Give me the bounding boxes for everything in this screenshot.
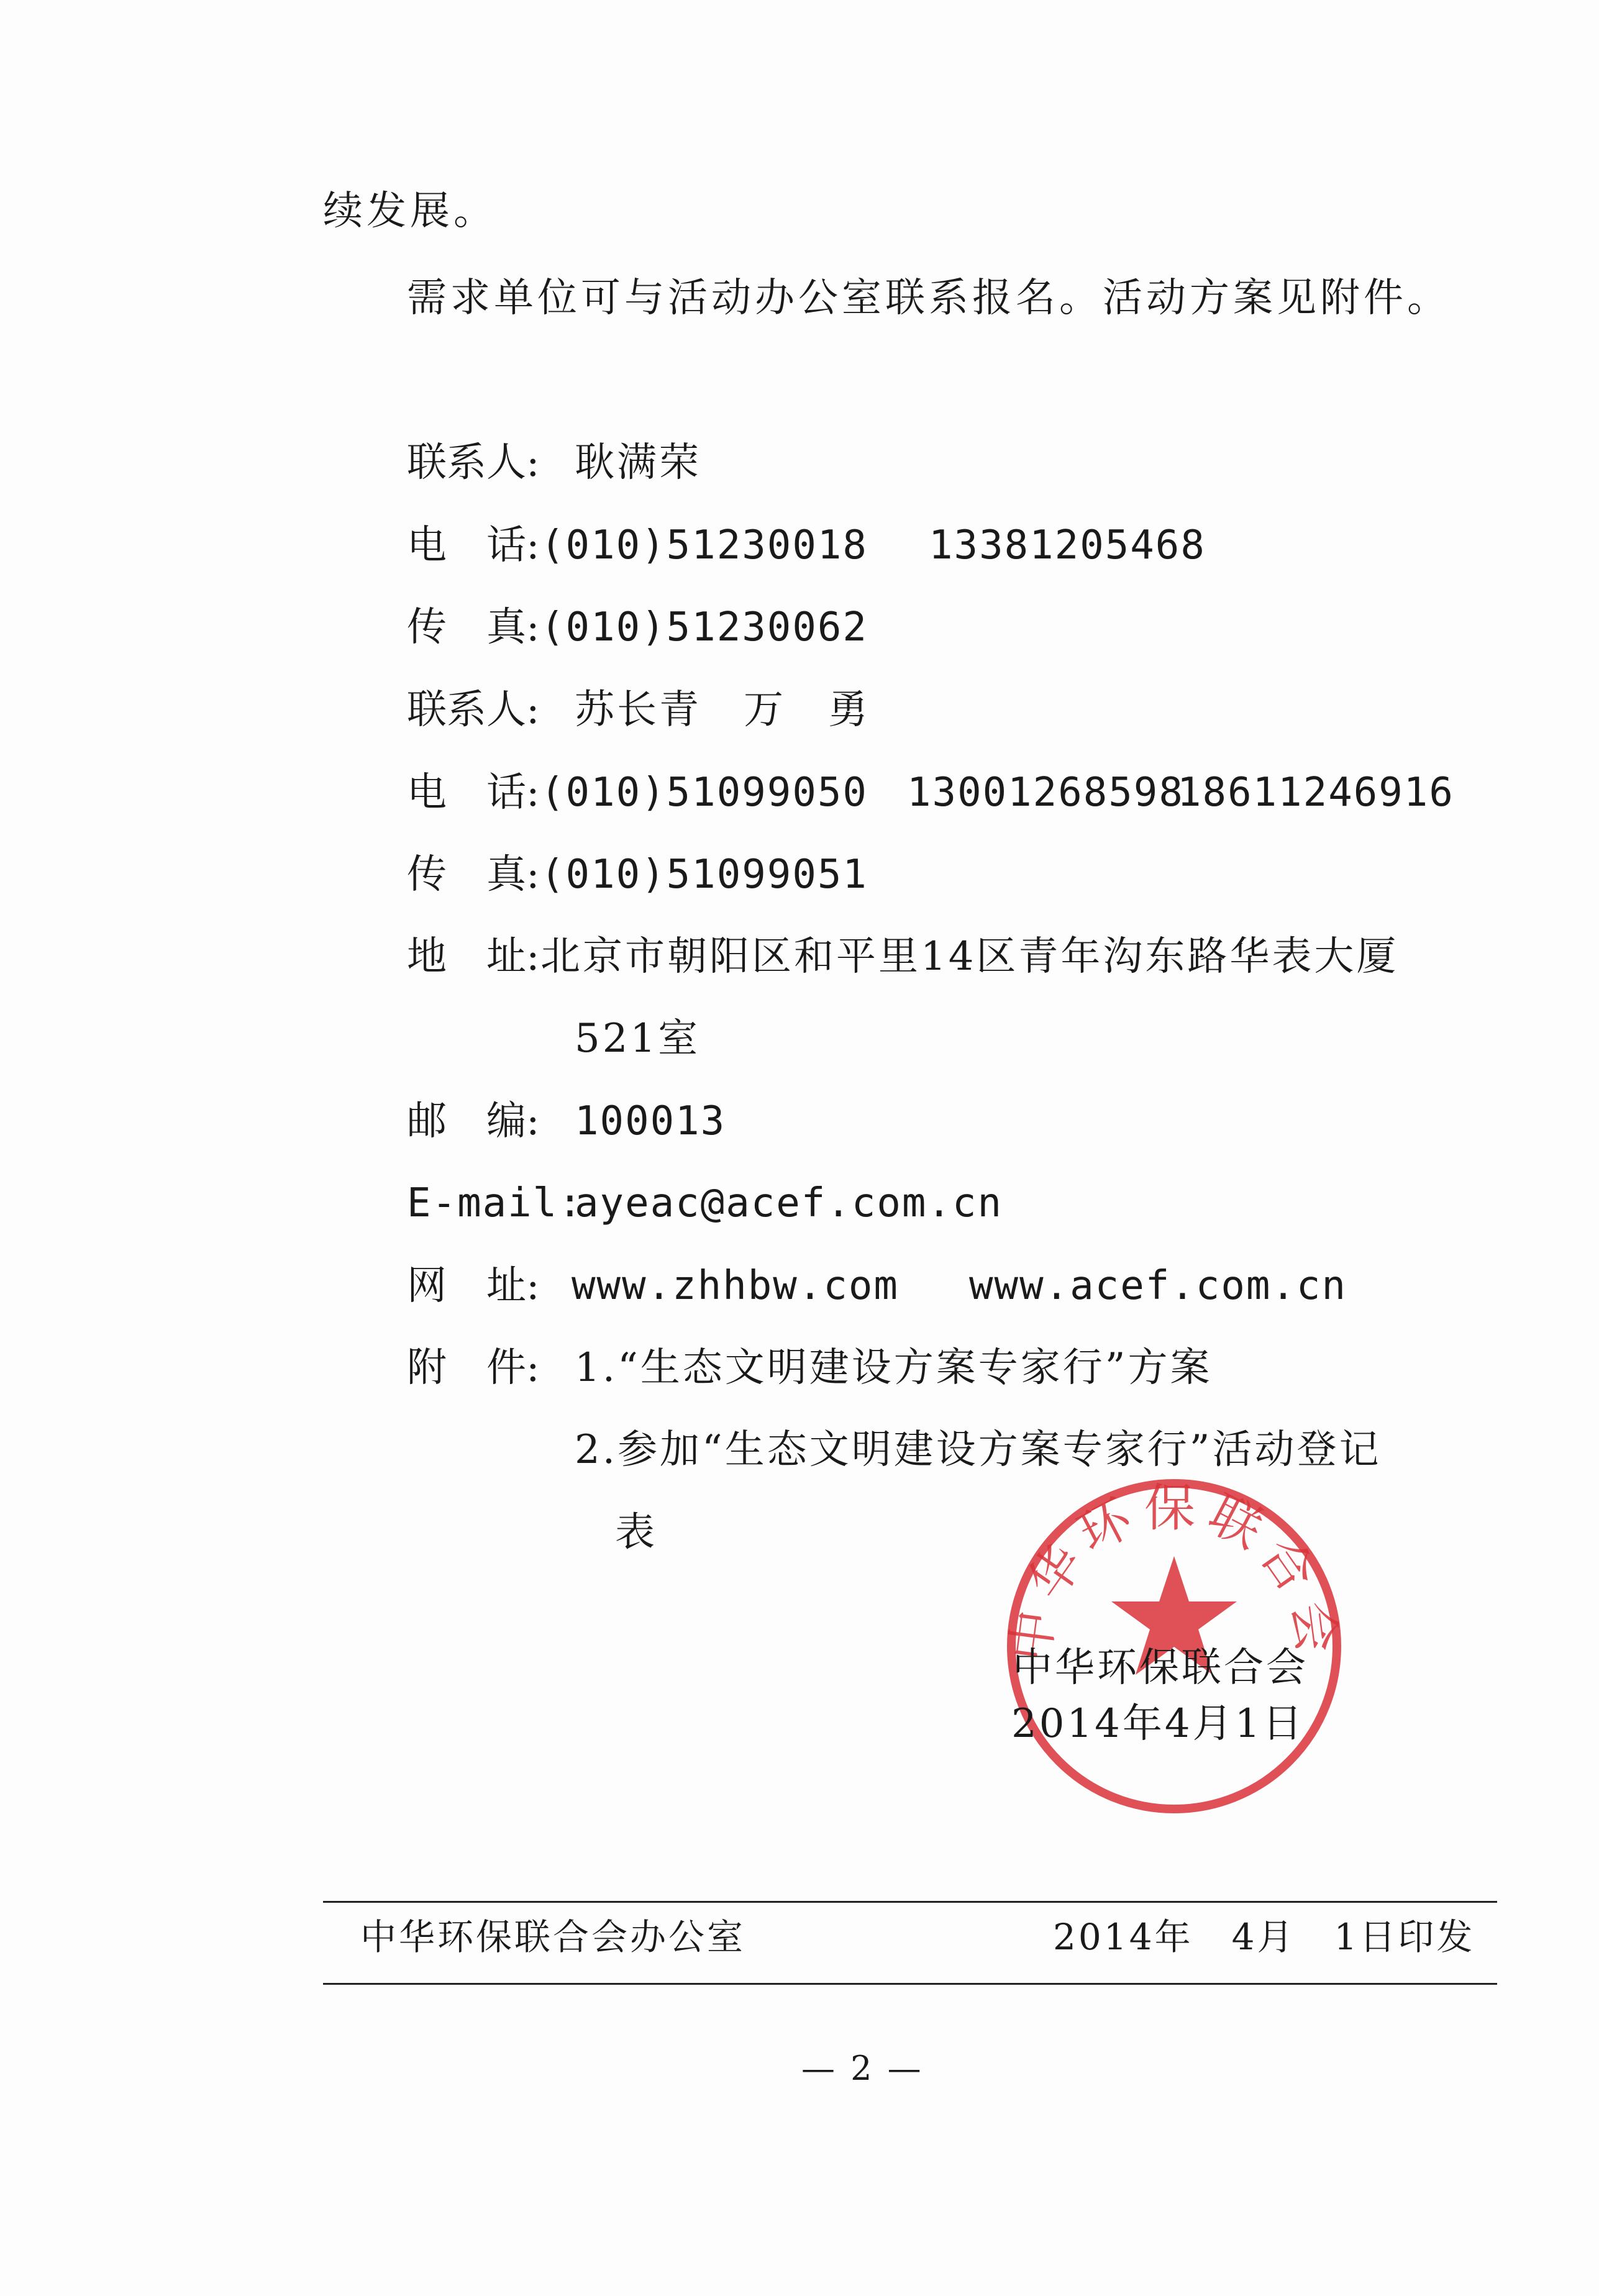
phone1-value: (010)51230018 (540, 522, 868, 568)
fax1-value: (010)51230062 (540, 604, 868, 650)
phone2-value: (010)51099050 (540, 770, 868, 816)
address-label: 地 址: (407, 934, 540, 980)
website1: www.zhhbw.com (572, 1263, 899, 1309)
phone2-label: 电 话: (407, 770, 540, 816)
fax2-value: (010)51099051 (540, 852, 868, 898)
address-line2: 521室 (575, 1016, 701, 1062)
postcode-label: 邮 编: (407, 1098, 540, 1144)
contact2-name: 苏长青 万 勇 (575, 687, 870, 733)
footer-rule-top (323, 1901, 1497, 1903)
email-label: E-mail: (407, 1180, 583, 1226)
contact2-label: 联系人: (407, 687, 540, 733)
signature-org: 中华环保联合会 (1013, 1645, 1308, 1691)
phone2-mobile2: 18611246916 (1177, 770, 1454, 816)
page-number: — 2 — (801, 2049, 924, 2088)
fax2-label: 传 真: (407, 852, 540, 898)
seal-arc-text: 中华环保联合会 (1001, 1478, 1347, 1665)
contact1-label: 联系人: (407, 440, 540, 486)
website-label: 网 址: (407, 1263, 540, 1309)
attachment-label: 附 件: (407, 1345, 540, 1391)
address-line1: 北京市朝阳区和平里14区青年沟东路华表大厦 (540, 934, 1399, 980)
email-value: ayeac@acef.com.cn (575, 1180, 1003, 1226)
registration-paragraph: 需求单位可与活动办公室联系报名。活动方案见附件。 (407, 275, 1451, 321)
signature-date: 2014年4月1日 (1011, 1701, 1305, 1747)
footer-issuer: 中华环保联合会办公室 (360, 1916, 746, 1958)
phone1-mobile: 13381205468 (929, 522, 1206, 568)
phone2-mobile1: 13001268598 (907, 770, 1184, 816)
website2: www.acef.com.cn (969, 1263, 1347, 1309)
footer-rule-bottom (323, 1983, 1497, 1985)
footer-issue-date: 2014年 4月 1日印发 (1053, 1916, 1475, 1958)
postcode-value: 100013 (575, 1098, 726, 1144)
phone1-label: 电 话: (407, 522, 540, 568)
contact1-name: 耿满荣 (575, 440, 701, 486)
attachment2-line1: 2.参加“生态文明建设方案专家行”活动登记 (575, 1427, 1382, 1473)
attachment1: 1.“生态文明建设方案专家行”方案 (575, 1345, 1213, 1391)
continued-text: 续发展。 (323, 188, 497, 234)
attachment2-line2: 表 (615, 1510, 657, 1556)
fax1-label: 传 真: (407, 604, 540, 650)
